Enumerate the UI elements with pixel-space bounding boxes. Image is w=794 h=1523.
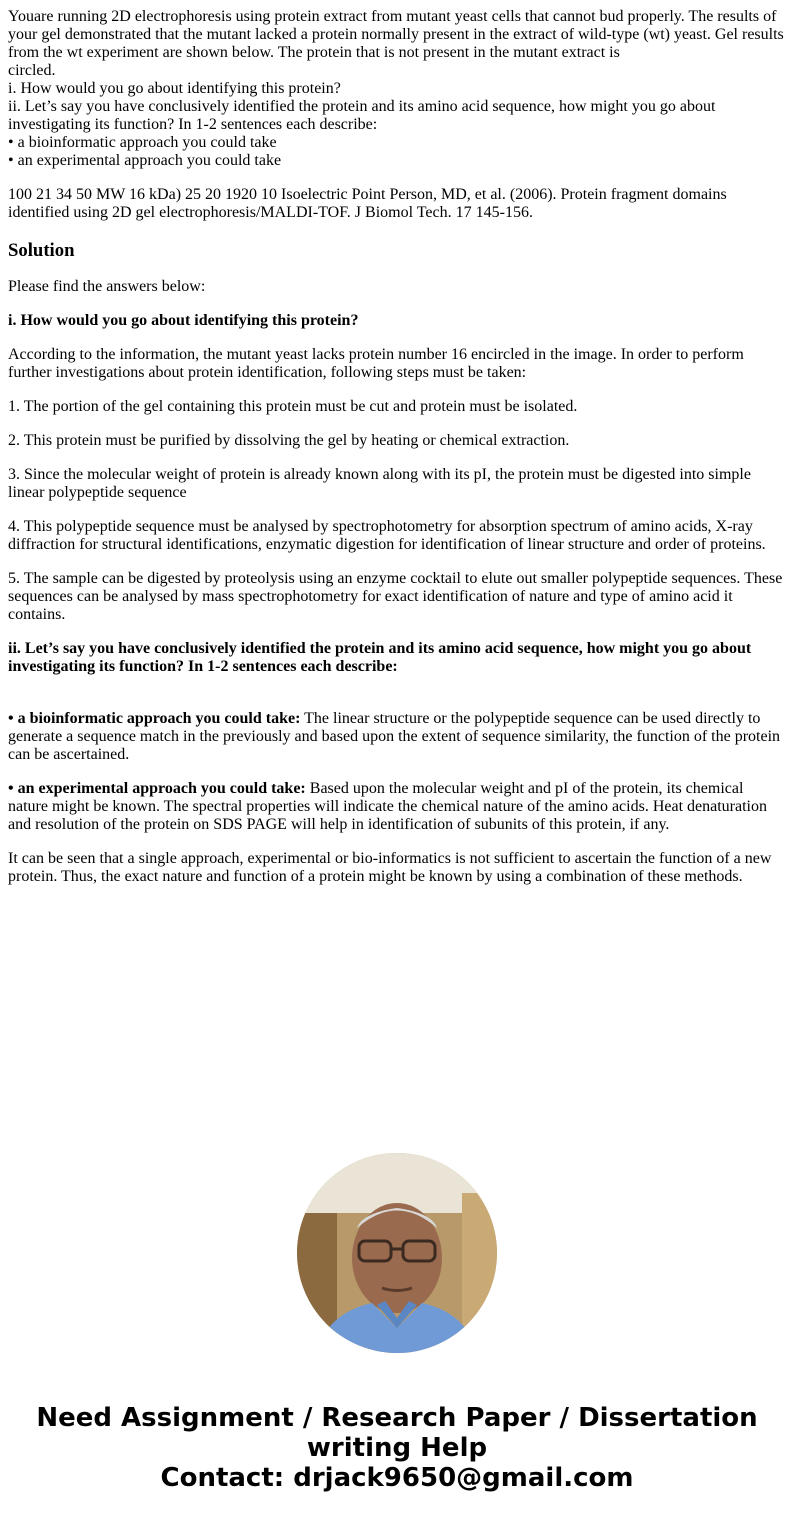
answer-i-intro: According to the information, the mutant yeast lacks protein number 16 encircled in the image. In order to perform further investigations about protein identification, following steps must be taken: [8, 346, 744, 381]
question-paragraph: Youare running 2D electrophoresis using protein extract from mutant yeast cells that cannot bud properly. The results of your gel demonstrated that the mutant lacked a protein normally present in the extract of wild-type (wt) yeast. Gel results from the wt experiment are shown below. The protein that is not present in the mutant extract is [8, 8, 784, 61]
solution-heading: Solution [8, 240, 75, 261]
step-4: 4. This polypeptide sequence must be analysed by spectrophotometry for absorption spectrum of amino acids, X-ray diffraction for structural identifications, enzymatic digestion for identification of linear structure and order of proteins. [8, 518, 766, 553]
answer-i-heading [8, 312, 786, 330]
author-photo-icon [297, 1153, 497, 1353]
question-block [8, 8, 786, 170]
step-5: 5. The sample can be digested by proteolysis using an enzyme cocktail to elute out smaller polypeptide sequences. These sequences can be analysed by mass spectrophotometry for exact identification of nature and type of amino acid it contains. [8, 570, 783, 623]
conclusion: It can be seen that a single approach, experimental or bio-informatics is not sufficient to ascertain the function of a new protein. Thus, the exact nature and function of a protein might be known by using a combination of these methods. [8, 850, 772, 885]
solution-intro: Please find the answers below: [8, 278, 206, 295]
bioinformatic-text: The linear structure or the polypeptide sequence can be used directly to generate a sequence match in the previously and based upon the extent of sequence similarity, the function of the protein can be ascertained. [8, 710, 781, 763]
step-2: 2. This protein must be purified by dissolving the gel by heating or chemical extraction. [8, 432, 570, 449]
answer-ii-heading [8, 640, 786, 676]
answer-i-heading-text: i. How would you go about identifying this protein? [8, 312, 359, 329]
bioinformatic-answer [8, 710, 786, 764]
question-paragraph-end: circled. [8, 62, 56, 79]
solution-block [8, 278, 786, 886]
experimental-answer [8, 780, 786, 834]
question-part-i: i. How would you go about identifying this protein? [8, 80, 341, 97]
figure-caption-text: 100 21 34 50 MW 16 kDa) 25 20 1920 10 Isoelectric Point Person, MD, et al. (2006). Protein fragment domains identified using 2D gel electrophoresis/MALDI-TOF. J Biomol Tech. 17 145-156. [8, 186, 727, 221]
promo-contact: Contact: drjack9650@gmail.com [160, 1463, 634, 1493]
promo-line-1: Need Assignment / Research Paper / Dissertation [36, 1403, 758, 1433]
step-3: 3. Since the molecular weight of protein is already known along with its pI, the protein must be digested into simple linear polypeptide sequence [8, 466, 751, 501]
promo-footer [0, 1403, 794, 1493]
question-bullet-experimental: • an experimental approach you could take [8, 152, 282, 169]
answer-ii-heading-text: ii. Let’s say you have conclusively identified the protein and its amino acid sequence, how might you go about investigating its function? In 1-2 sentences each describe: [8, 640, 752, 675]
bioinformatic-label: • a bioinformatic approach you could take: [8, 710, 301, 727]
experimental-text: Based upon the molecular weight and pI of the protein, its chemical nature might be known. The spectral properties will indicate the chemical nature of the amino acids. Heat denaturation and resolution of the protein on SDS PAGE will help in identification of subunits of this protein, if any. [8, 780, 767, 833]
experimental-label: • an experimental approach you could take: [8, 780, 306, 797]
step-1: 1. The portion of the gel containing this protein must be cut and protein must be isolated. [8, 398, 578, 415]
question-part-ii: ii. Let’s say you have conclusively identified the protein and its amino acid sequence, how might you go about investigating its function? In 1-2 sentences each describe: [8, 98, 716, 133]
question-bullet-bioinformatic: • a bioinformatic approach you could take [8, 134, 277, 151]
promo-line-2: writing Help [306, 1433, 488, 1463]
author-avatar [297, 1153, 497, 1353]
